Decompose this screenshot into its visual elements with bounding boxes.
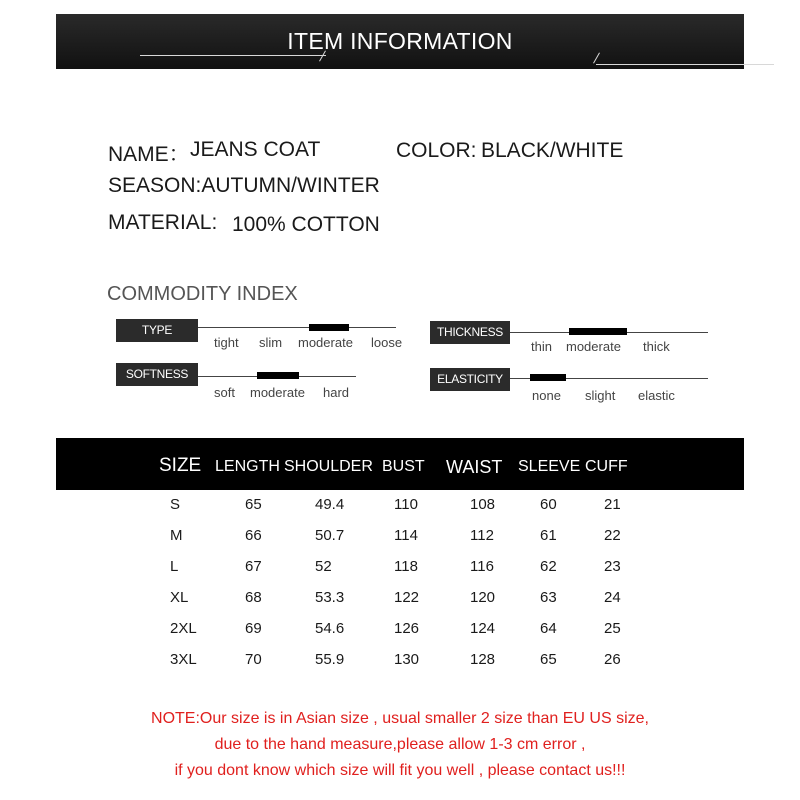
type-version-option: loose [371, 335, 403, 350]
name-value: JEANS COAT [190, 138, 321, 161]
thickness-option: thin [531, 339, 552, 354]
table-cell: 2XL [170, 620, 197, 637]
table-cell: 3XL [170, 651, 197, 668]
waist-header: WAIST [446, 457, 503, 477]
table-cell: 64 [540, 620, 557, 637]
table-cell: 61 [540, 527, 557, 544]
table-cell: 67 [245, 558, 262, 575]
table-cell: 24 [604, 589, 621, 606]
type-version-option: slim [259, 335, 283, 350]
table-cell: 65 [245, 496, 262, 513]
type-version-label: TYPE VERSIOIN [116, 319, 198, 342]
header-banner [56, 14, 744, 69]
table-cell: 110 [394, 496, 418, 513]
softness-marker [257, 372, 299, 379]
table-cell: 130 [394, 651, 420, 668]
thickness-option: thick [643, 339, 670, 354]
table-cell: 22 [604, 527, 621, 544]
table-cell: 53.3 [315, 589, 345, 606]
length-header: LENGTH [215, 458, 280, 475]
elasticity-option: none [532, 388, 561, 403]
material-label: MATERIAL: [108, 211, 218, 234]
note-line-2: due to the hand measure,please allow 1-3 cm error , [214, 736, 586, 753]
table-cell: 126 [394, 620, 420, 637]
table-cell: 60 [540, 496, 557, 513]
table-cell: 122 [394, 589, 420, 606]
softness-option: soft [214, 385, 235, 400]
type-version-scale [198, 327, 396, 328]
table-cell: 62 [540, 558, 557, 575]
note-line-3: if you dont know which size will fit you well , please contact us!!! [174, 762, 626, 779]
table-cell: 118 [394, 558, 418, 575]
table-cell: 70 [245, 651, 262, 668]
table-cell: 114 [394, 527, 418, 544]
table-cell: 55.9 [315, 651, 345, 668]
table-cell: 52 [315, 558, 332, 575]
banner-title: ITEM INFORMATION [287, 28, 513, 54]
elasticity-option: elastic [638, 388, 675, 403]
table-cell: 25 [604, 620, 621, 637]
table-cell: 68 [245, 589, 262, 606]
thickness-option: moderate [566, 339, 621, 354]
table-cell: 21 [604, 496, 621, 513]
banner-line-left [140, 55, 326, 56]
elasticity-option: slight [585, 388, 616, 403]
elasticity-label: ELASTICITY [430, 368, 510, 391]
material-value: 100% COTTON [232, 213, 380, 236]
cuff-header: CUFF [585, 458, 628, 475]
commodity-index-title: COMMODITY INDEX [107, 283, 298, 305]
type-version-option: tight [214, 335, 239, 350]
table-cell: 66 [245, 527, 262, 544]
bust-header: BUST [382, 458, 425, 475]
table-cell: 65 [540, 651, 557, 668]
table-cell: XL [170, 589, 189, 606]
elasticity-marker [530, 374, 566, 381]
season-text: SEASON:AUTUMN/WINTER [108, 174, 380, 197]
softness-option: hard [323, 385, 350, 400]
table-cell: 54.6 [315, 620, 345, 637]
table-cell: S [170, 496, 181, 513]
banner-line-right [596, 64, 774, 65]
thickness-label: THICKNESS [430, 321, 510, 344]
table-cell: 50.7 [315, 527, 345, 544]
table-cell: 23 [604, 558, 621, 575]
shoulder-header: SHOULDER [284, 458, 373, 475]
table-cell: 26 [604, 651, 621, 668]
table-cell: 112 [470, 527, 494, 544]
table-cell: 69 [245, 620, 262, 637]
color-label: COLOR: [396, 139, 477, 162]
table-cell: L [170, 558, 179, 575]
name-label: NAME： [108, 143, 190, 166]
table-cell: 120 [470, 589, 496, 606]
softness-option: moderate [250, 385, 305, 400]
softness-label: SOFTNESS [116, 363, 198, 386]
table-cell: 116 [470, 558, 494, 575]
table-cell: 49.4 [315, 496, 345, 513]
table-cell: 128 [470, 651, 496, 668]
table-cell: 124 [470, 620, 496, 637]
color-value: BLACK/WHITE [481, 139, 624, 162]
table-cell: M [170, 527, 183, 544]
table-cell: 108 [470, 496, 496, 513]
type-version-option: moderate [298, 335, 353, 350]
size-header: SIZE [159, 455, 202, 476]
type-version-marker [309, 324, 349, 331]
note-line-1: NOTE:Our size is in Asian size , usual smaller 2 size than EU US size, [151, 710, 649, 727]
table-cell: 63 [540, 589, 557, 606]
sleeve-header: SLEEVE [518, 458, 581, 475]
thickness-marker [569, 328, 627, 335]
